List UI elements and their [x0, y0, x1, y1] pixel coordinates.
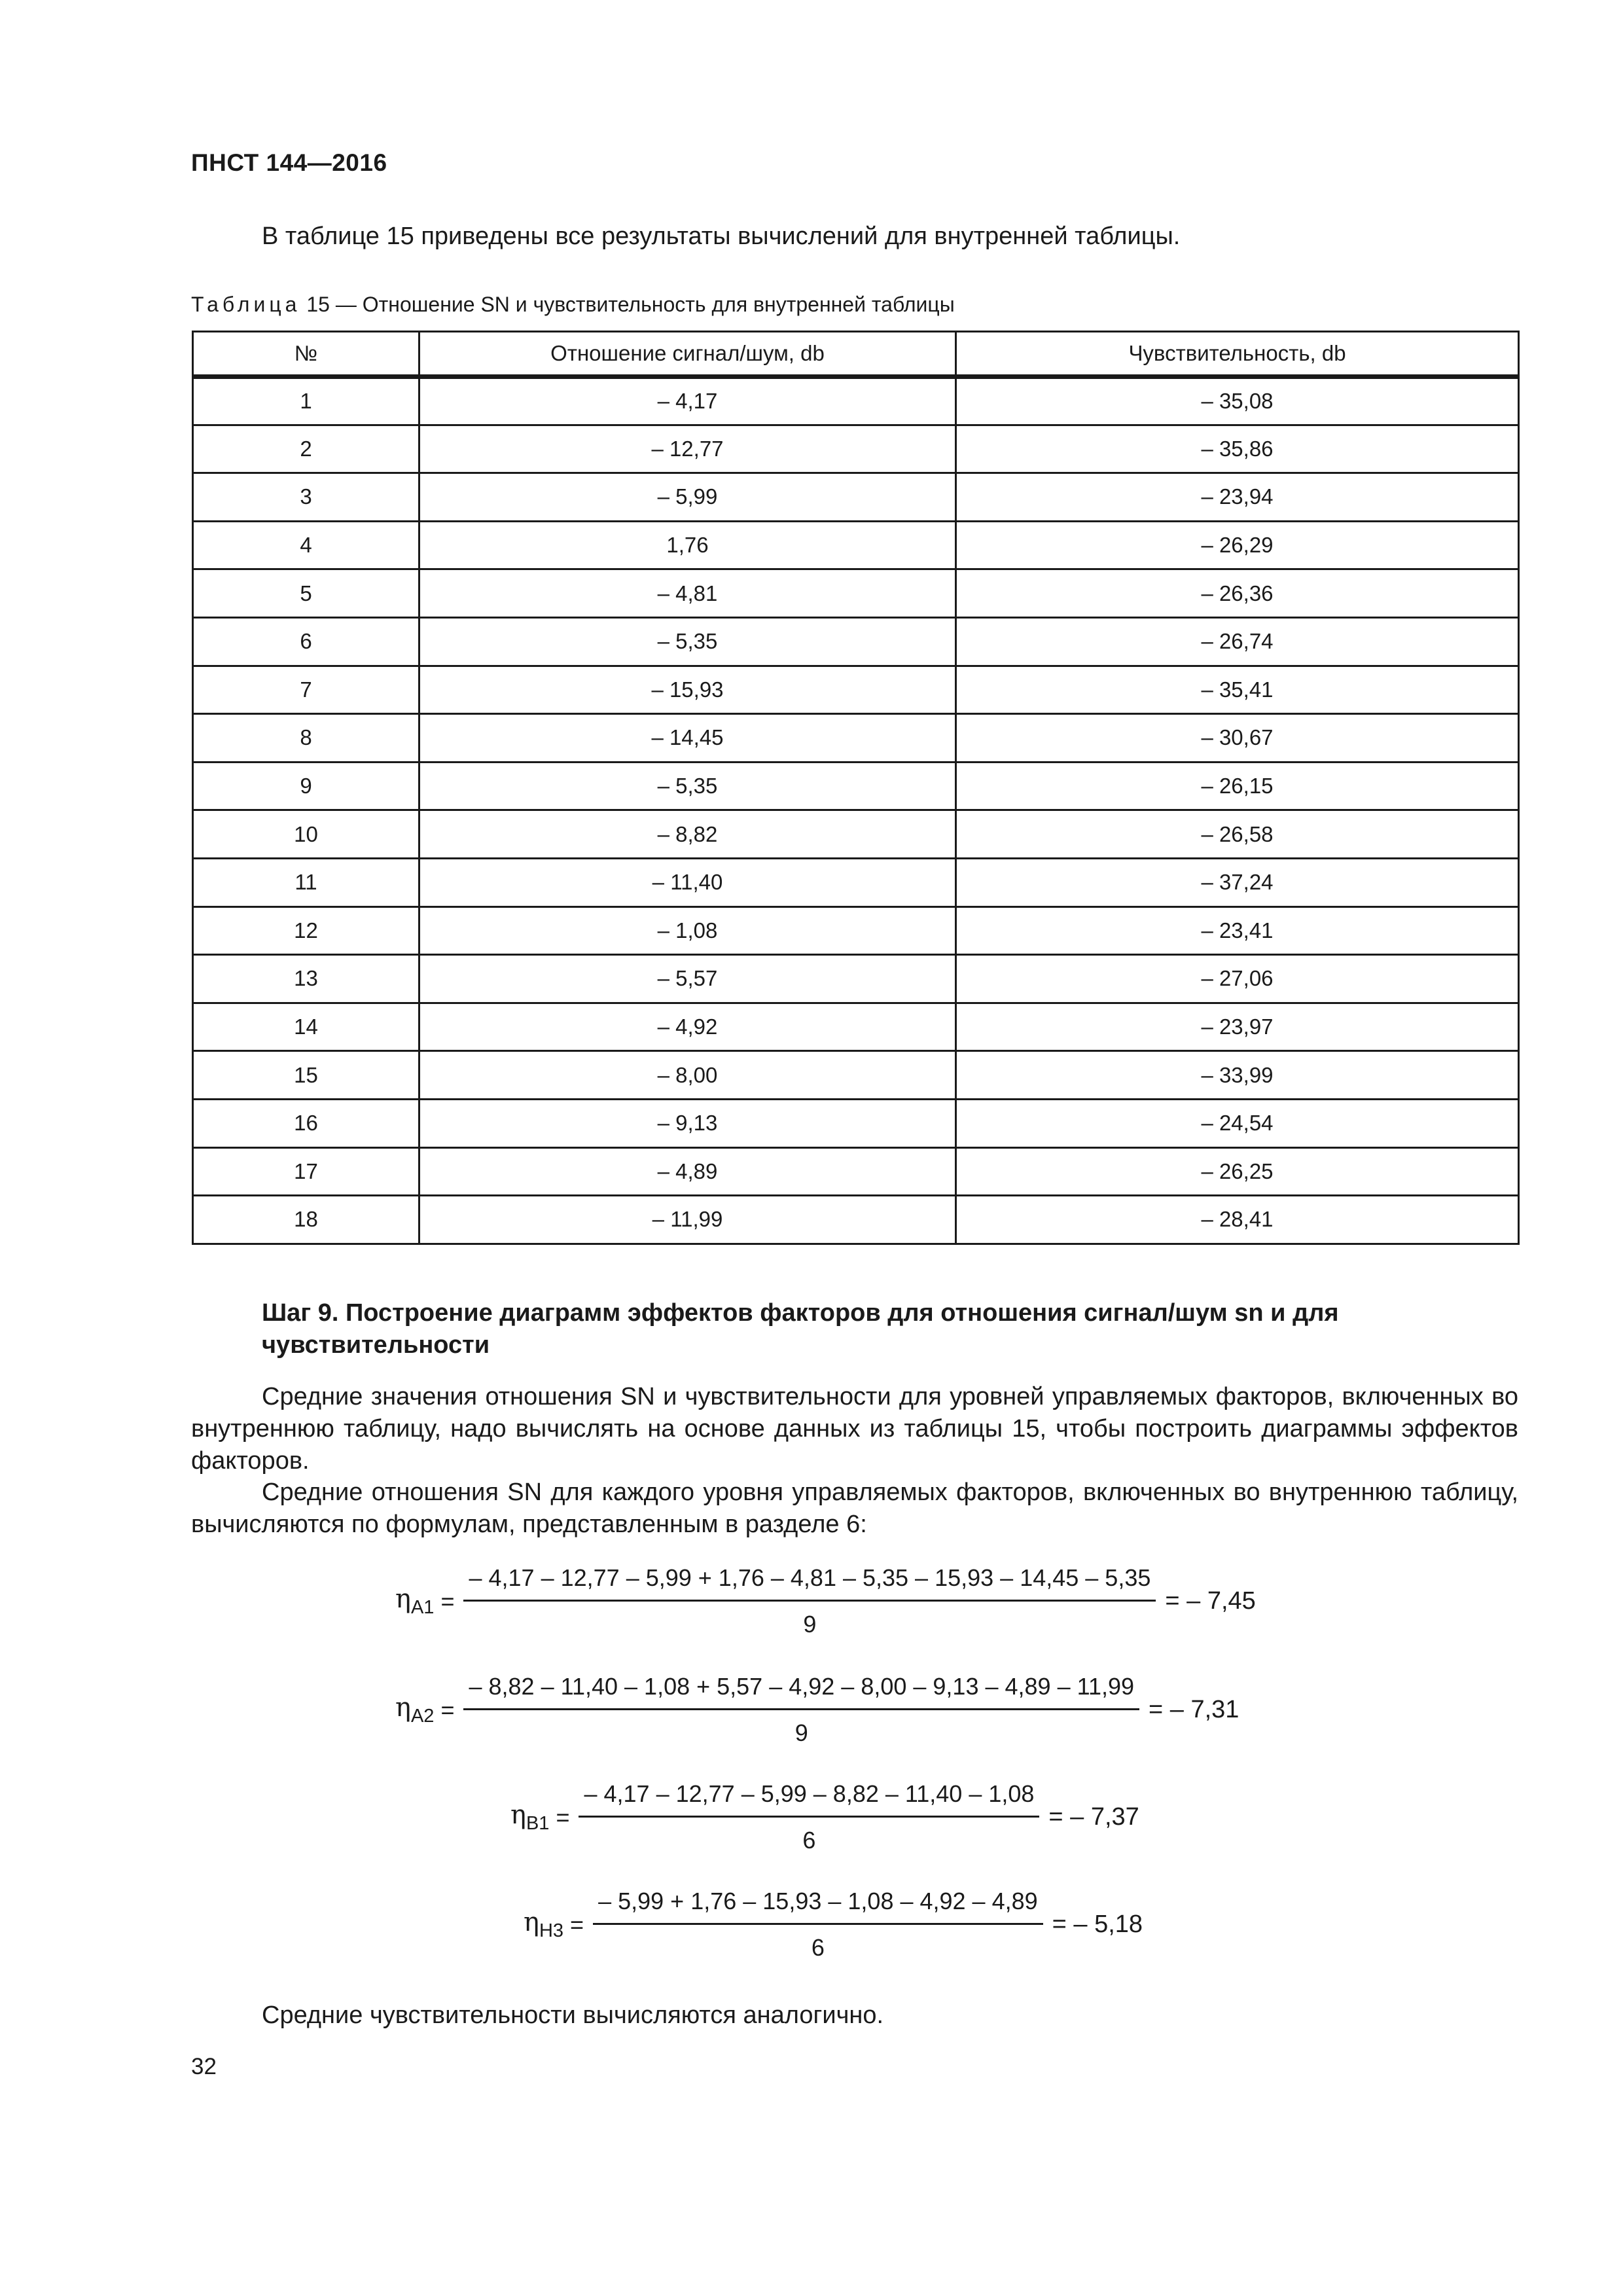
eta-symbol: $\eta_{H3}$	[524, 1907, 564, 1941]
cell-number: 1	[193, 377, 419, 425]
table-caption-label: Таблица	[191, 293, 301, 316]
cell-sensitivity: – 23,94	[956, 473, 1519, 522]
cell-sensitivity: – 35,86	[956, 425, 1519, 473]
table-row	[193, 521, 1519, 569]
closing-paragraph: Средние чувствительности вычисляются аналогично.	[262, 2001, 884, 2029]
denominator: 6	[811, 1934, 825, 1961]
column-header-sn-ratio: Отношение сигнал/шум, db	[419, 332, 956, 377]
table-row	[193, 1099, 1519, 1147]
cell-number: 18	[193, 1196, 419, 1244]
numerator: – 4,17 – 12,77 – 5,99 – 8,82 – 11,40 – 1,08	[579, 1780, 1039, 1818]
eta-symbol: $\eta_{A2}$	[395, 1693, 435, 1727]
denominator: 9	[803, 1611, 817, 1638]
table-row	[193, 1147, 1519, 1196]
formula-eta-a2: $\eta_{A2}$ = – 8,82 – 11,40 – 1,08 + 5,57 – 4,92 – 8,00 – 9,13 – 4,89 – 11,99 9 = – 7,31	[395, 1673, 1240, 1746]
denominator: 6	[802, 1827, 816, 1854]
column-header-number: №	[193, 332, 419, 377]
table-row	[193, 762, 1519, 810]
cell-sn-ratio: – 15,93	[419, 666, 956, 714]
cell-sn-ratio: 1,76	[419, 521, 956, 569]
table-row	[193, 1051, 1519, 1100]
cell-sn-ratio: – 5,35	[419, 617, 956, 666]
cell-number: 12	[193, 906, 419, 955]
cell-sensitivity: – 35,41	[956, 666, 1519, 714]
table-caption-text: 15 — Отношение SN и чувствительность для внутренней таблицы	[306, 293, 955, 316]
cell-number: 7	[193, 666, 419, 714]
table-row	[193, 1196, 1519, 1244]
cell-number: 6	[193, 617, 419, 666]
document-header: ПНСТ 144—2016	[191, 149, 387, 176]
denominator: 9	[794, 1719, 808, 1746]
table-row	[193, 425, 1519, 473]
cell-sensitivity: – 35,08	[956, 377, 1519, 425]
intro-paragraph: В таблице 15 приведены все результаты вычислений для внутренней таблицы.	[262, 223, 1181, 250]
cell-sn-ratio: – 4,81	[419, 569, 956, 618]
cell-sensitivity: – 23,41	[956, 906, 1519, 955]
fraction	[463, 1564, 1156, 1638]
cell-sensitivity: – 26,29	[956, 521, 1519, 569]
eta-symbol: $\eta_{B1}$	[510, 1800, 550, 1834]
formula-result: = – 7,37	[1048, 1803, 1139, 1831]
table-row	[193, 617, 1519, 666]
cell-sensitivity: – 26,58	[956, 810, 1519, 859]
table-body	[193, 377, 1519, 1244]
table-row	[193, 858, 1519, 906]
cell-number: 9	[193, 762, 419, 810]
cell-number: 16	[193, 1099, 419, 1147]
cell-sn-ratio: – 11,40	[419, 858, 956, 906]
table-row	[193, 906, 1519, 955]
results-table	[192, 331, 1520, 1245]
table-row	[193, 1003, 1519, 1051]
cell-sensitivity: – 23,97	[956, 1003, 1519, 1051]
table-row	[193, 473, 1519, 522]
step9-paragraph-2: Средние отношения SN для каждого уровня управляемых факторов, включенных во внутреннюю таблицу, вычисляются по формулам, представленным в разделе 6:	[191, 1479, 1518, 1538]
cell-number: 3	[193, 473, 419, 522]
cell-sensitivity: – 37,24	[956, 858, 1519, 906]
table-caption	[191, 293, 955, 317]
numerator: – 5,99 + 1,76 – 15,93 – 1,08 – 4,92 – 4,89	[593, 1888, 1043, 1925]
column-header-sensitivity: Чувствительность, db	[956, 332, 1519, 377]
cell-sn-ratio: – 5,57	[419, 955, 956, 1003]
formula-result: = – 5,18	[1052, 1910, 1143, 1938]
cell-sn-ratio: – 4,17	[419, 377, 956, 425]
cell-sensitivity: – 26,36	[956, 569, 1519, 618]
table-row	[193, 714, 1519, 762]
cell-number: 11	[193, 858, 419, 906]
table-row	[193, 666, 1519, 714]
cell-sn-ratio: – 4,89	[419, 1147, 956, 1196]
formula-result: = – 7,31	[1149, 1696, 1240, 1723]
cell-sn-ratio: – 9,13	[419, 1099, 956, 1147]
cell-sensitivity: – 26,15	[956, 762, 1519, 810]
cell-number: 5	[193, 569, 419, 618]
cell-sensitivity: – 30,67	[956, 714, 1519, 762]
page-number: 32	[191, 2054, 217, 2079]
formula-eta-h3: $\eta_{H3}$ = $\frac{- 5,99 + 1,76 - 15,93 - 1,08 - 4,92 - 4,89}{6}$ = – 5,18	[524, 1888, 1143, 1961]
cell-sn-ratio: – 14,45	[419, 714, 956, 762]
step9-paragraph-1: Средние значения отношения SN и чувствительности для уровней управляемых факторов, включенных во внутреннюю таблицу, надо вычислять на основе данных из таблицы 15, чтобы построить диаграммы эффектов факторов.	[191, 1383, 1518, 1475]
fraction	[593, 1888, 1043, 1962]
cell-number: 2	[193, 425, 419, 473]
cell-sn-ratio: – 11,99	[419, 1196, 956, 1244]
cell-number: 14	[193, 1003, 419, 1051]
cell-sn-ratio: – 5,35	[419, 762, 956, 810]
cell-sensitivity: – 28,41	[956, 1196, 1519, 1244]
cell-sn-ratio: – 8,00	[419, 1051, 956, 1100]
cell-sn-ratio: – 5,99	[419, 473, 956, 522]
step9-title: Шаг 9. Построение диаграмм эффектов факторов для отношения сигнал/шум sn и для чувствительности	[262, 1299, 1339, 1359]
numerator: – 8,82 – 11,40 – 1,08 + 5,57 – 4,92 – 8,00 – 9,13 – 4,89 – 11,99	[463, 1673, 1139, 1710]
cell-number: 17	[193, 1147, 419, 1196]
numerator: – 4,17 – 12,77 – 5,99 + 1,76 – 4,81 – 5,35 – 15,93 – 14,45 – 5,35	[463, 1564, 1156, 1602]
table-header-row	[193, 332, 1519, 377]
fraction	[579, 1780, 1039, 1854]
cell-sn-ratio: – 1,08	[419, 906, 956, 955]
formula-result: = – 7,45	[1165, 1587, 1256, 1615]
fraction	[463, 1673, 1139, 1747]
cell-number: 15	[193, 1051, 419, 1100]
table-row	[193, 377, 1519, 425]
table-row	[193, 955, 1519, 1003]
cell-number: 4	[193, 521, 419, 569]
cell-number: 10	[193, 810, 419, 859]
cell-sensitivity: – 26,25	[956, 1147, 1519, 1196]
eta-symbol: $\eta_{A1}$	[395, 1584, 435, 1618]
cell-sn-ratio: – 12,77	[419, 425, 956, 473]
formula-eta-a1: $\eta_{A1}$ = – 4,17 – 12,77 – 5,99 + 1,76 – 4,81 – 5,35 – 15,93 – 14,45 – 5,35 9 = – 7,45	[395, 1564, 1256, 1638]
cell-sensitivity: – 26,74	[956, 617, 1519, 666]
cell-sn-ratio: – 4,92	[419, 1003, 956, 1051]
cell-sn-ratio: – 8,82	[419, 810, 956, 859]
cell-number: 13	[193, 955, 419, 1003]
cell-sensitivity: – 33,99	[956, 1051, 1519, 1100]
table-row	[193, 569, 1519, 618]
cell-sensitivity: – 27,06	[956, 955, 1519, 1003]
formula-eta-b1: $\eta_{B1}$ = $\frac{- 4,17 - 12,77 - 5,99 - 8,82 - 11,40 - 1,08}{6}$ = – 7,37	[510, 1780, 1139, 1854]
table-row	[193, 810, 1519, 859]
cell-sensitivity: – 24,54	[956, 1099, 1519, 1147]
cell-number: 8	[193, 714, 419, 762]
